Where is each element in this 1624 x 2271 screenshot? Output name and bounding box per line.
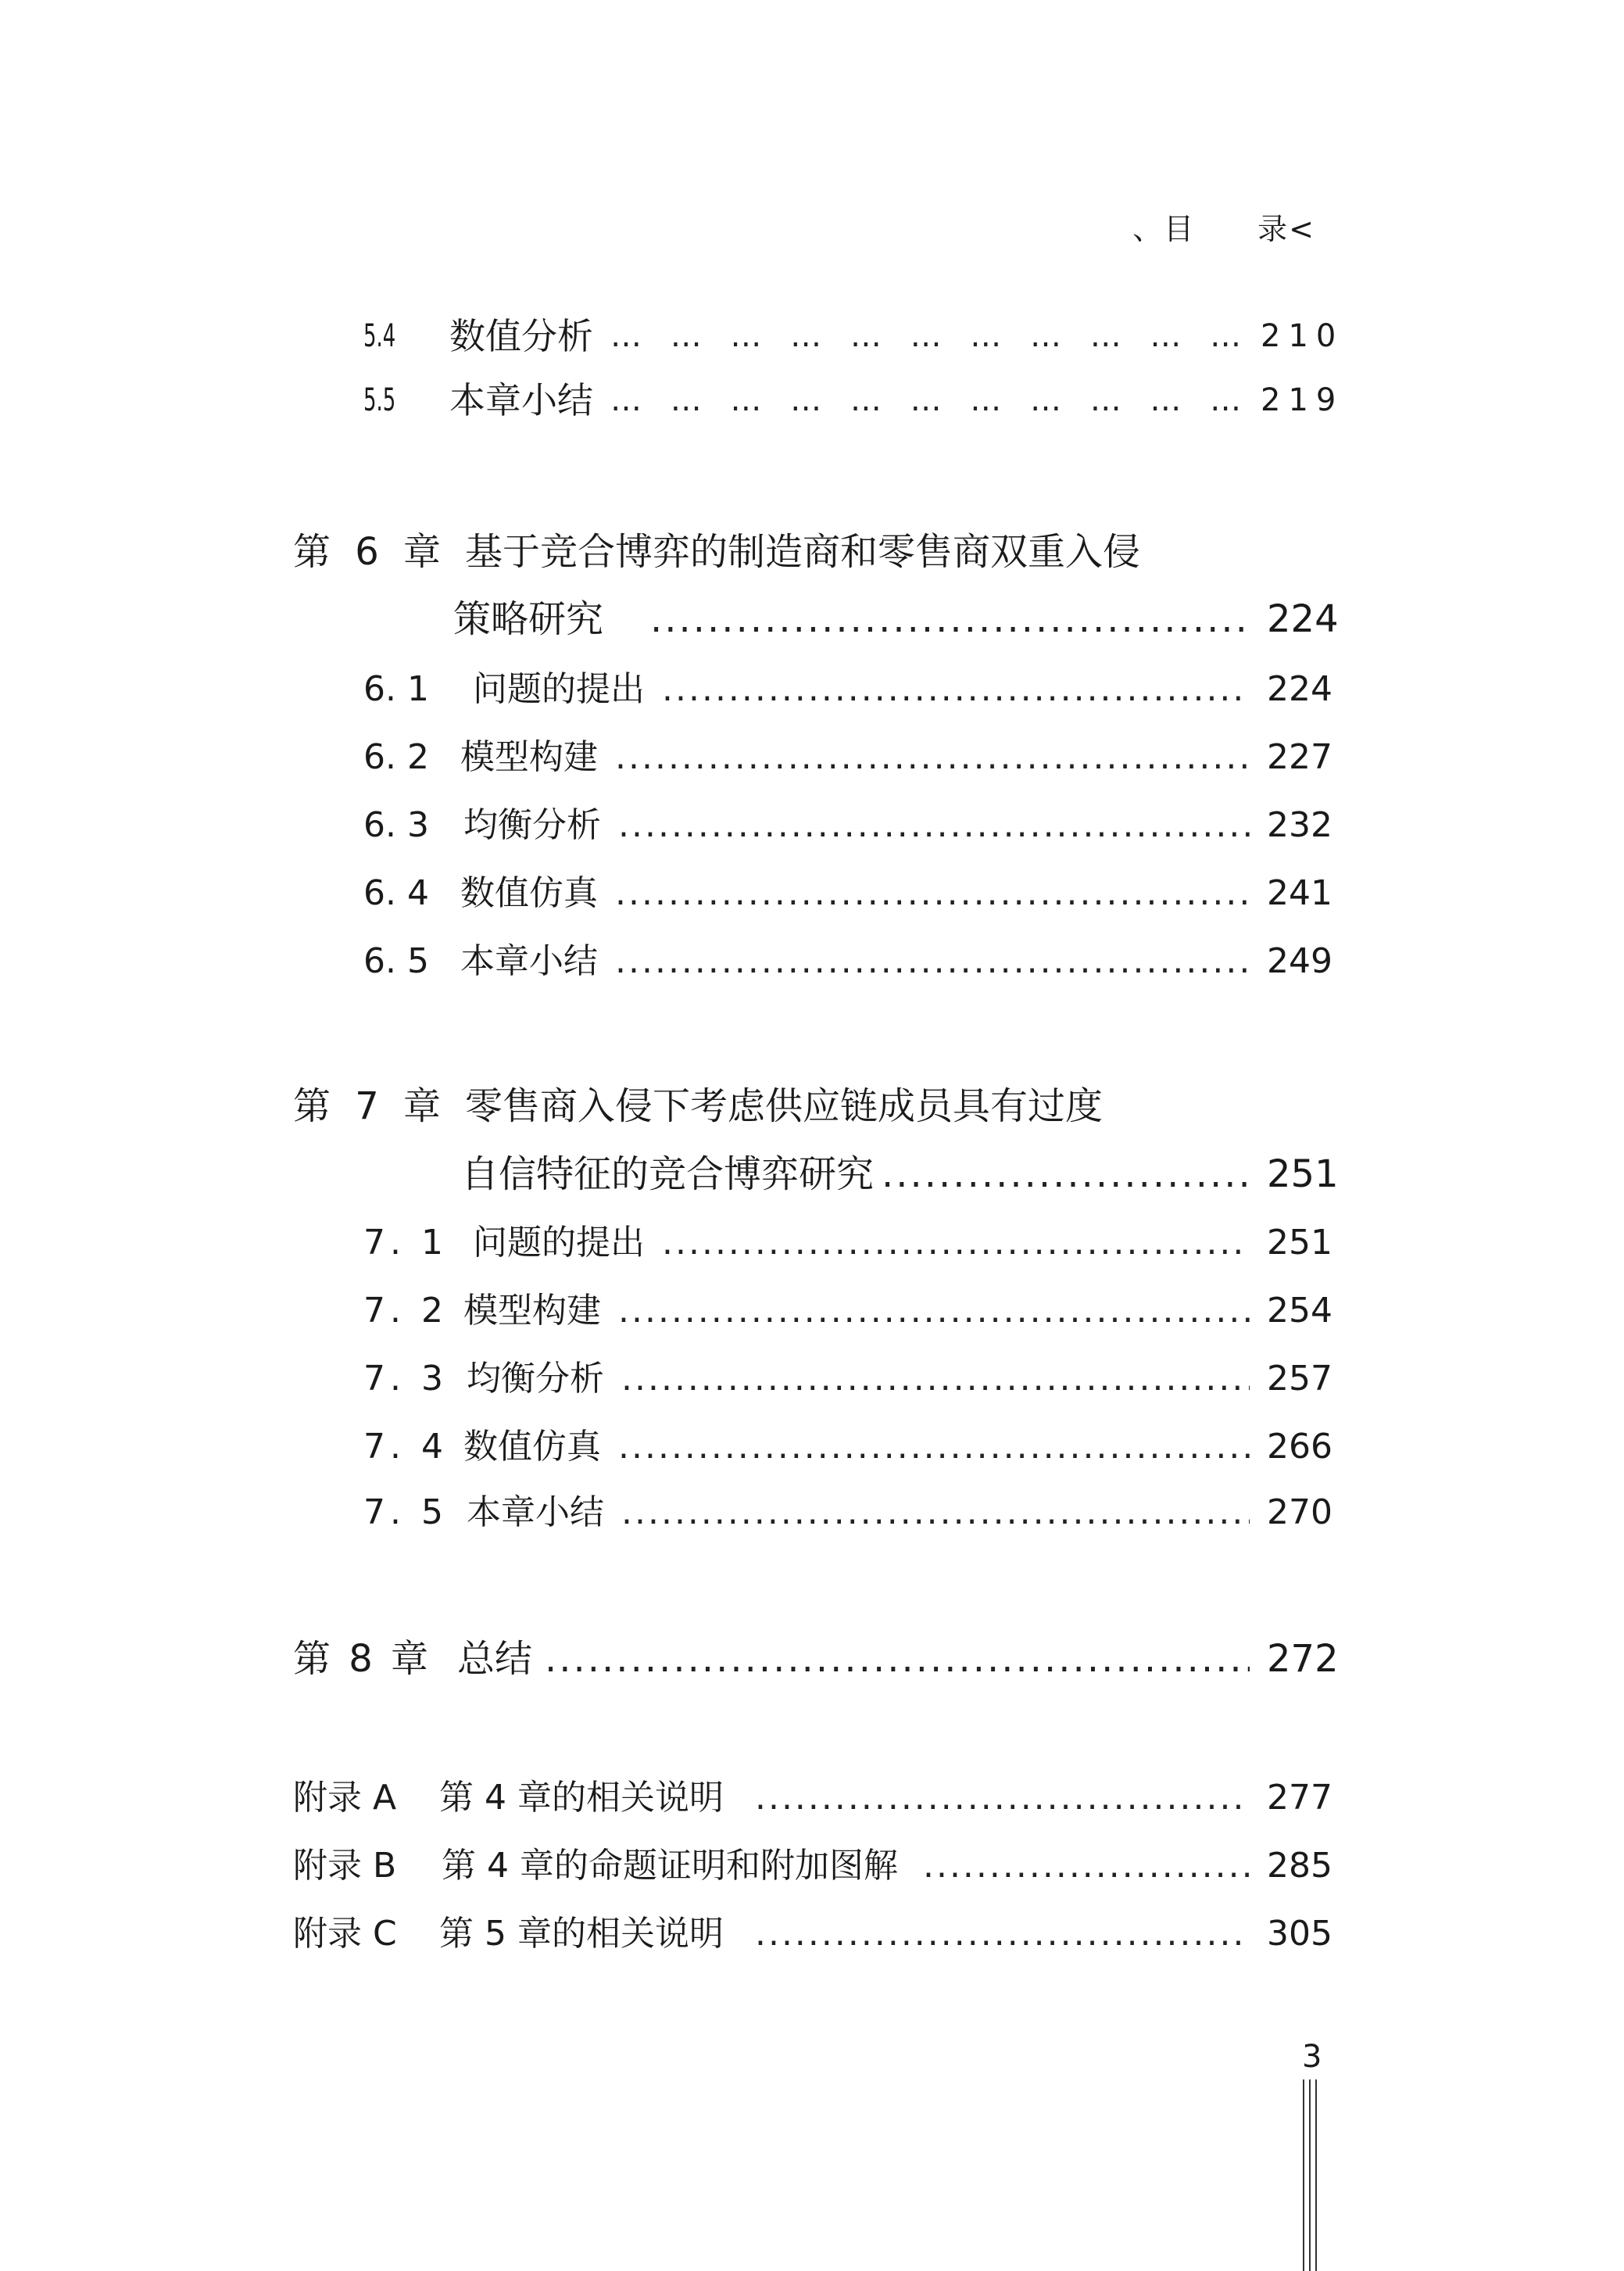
- toc-entry-chapter-7[interactable]: [461, 1151, 1339, 1198]
- page-number: 241: [1267, 873, 1332, 913]
- section-title: 本章小结: [467, 1492, 604, 1532]
- toc-entry-chapter-8[interactable]: [293, 1635, 1339, 1682]
- page-number: 224: [1267, 597, 1339, 641]
- toc-entry-7-5[interactable]: [363, 1489, 1332, 1536]
- dot-leader: [882, 1151, 1250, 1198]
- section-number: 7. 5: [363, 1492, 448, 1532]
- toc-entry-appendix-b[interactable]: [293, 1843, 1332, 1890]
- toc-entry-7-2[interactable]: [363, 1288, 1332, 1334]
- section-number: 6. 2: [363, 737, 429, 777]
- dot-leader: [610, 377, 1243, 424]
- dot-leader: [615, 938, 1250, 985]
- section-number: 6. 4: [363, 873, 429, 913]
- chapter-7-heading[interactable]: [293, 1080, 1103, 1132]
- page-number: 277: [1267, 1778, 1332, 1818]
- page-number: 251: [1267, 1223, 1332, 1263]
- section-number: 5.4: [363, 318, 396, 354]
- page-number: 219: [1261, 382, 1344, 418]
- toc-entry-6-3[interactable]: [363, 802, 1332, 849]
- section-number: 7. 2: [363, 1291, 448, 1331]
- section-number: 6. 5: [363, 941, 429, 981]
- section-title: 数值仿真: [460, 873, 598, 913]
- toc-entry-appendix-c[interactable]: [293, 1911, 1332, 1958]
- toc-entry-6-1[interactable]: [363, 666, 1332, 713]
- toc-entry-chapter-6[interactable]: [453, 596, 1339, 643]
- section-title: 问题的提出: [473, 669, 645, 709]
- dot-leader: [650, 596, 1250, 643]
- appendix-title: 第 4 章的命题证明和附加图解: [442, 1846, 898, 1886]
- dot-leader: [615, 734, 1250, 781]
- toc-entry-6-2[interactable]: [363, 734, 1332, 781]
- section-title: 模型构建: [463, 1291, 601, 1331]
- chapter-title: 总结: [457, 1637, 533, 1681]
- dot-leader: [662, 666, 1250, 713]
- appendix-title: 第 4 章的相关说明: [439, 1778, 724, 1818]
- section-title: 数值仿真: [463, 1427, 601, 1467]
- chapter-6-heading[interactable]: [293, 526, 1140, 578]
- section-title: 均衡分析: [463, 805, 601, 845]
- page-folio: 3: [1302, 2039, 1322, 2075]
- running-header: 、目 录<: [1132, 212, 1315, 246]
- page-number: 272: [1267, 1637, 1339, 1681]
- toc-entry-5-4[interactable]: [363, 313, 1344, 360]
- dot-leader: [755, 1911, 1250, 1958]
- page-number: 266: [1267, 1427, 1332, 1467]
- chapter-number: 第 6 章: [293, 530, 448, 574]
- section-title: 本章小结: [449, 379, 593, 421]
- page-number: 305: [1267, 1914, 1332, 1954]
- page-number: 224: [1267, 669, 1332, 709]
- page-edge-rules: [1301, 2079, 1320, 2271]
- toc-entry-5-5[interactable]: [363, 377, 1344, 424]
- appendix-title: 第 5 章的相关说明: [439, 1914, 724, 1954]
- chapter-title-line1: 基于竞合博弈的制造商和零售商双重入侵: [465, 530, 1141, 574]
- section-title: 模型构建: [460, 737, 598, 777]
- toc-entry-7-3[interactable]: [363, 1356, 1332, 1402]
- toc-entry-7-1[interactable]: [363, 1220, 1332, 1266]
- toc-entry-7-4[interactable]: [363, 1424, 1332, 1470]
- chapter-title-line2: 策略研究: [453, 597, 604, 641]
- dot-leader: [621, 1356, 1250, 1402]
- section-number: 7. 3: [363, 1359, 448, 1399]
- page-number: 251: [1267, 1152, 1339, 1196]
- chapter-title-line1: 零售商入侵下考虑供应链成员具有过度: [465, 1084, 1104, 1128]
- appendix-label: 附录 B: [293, 1846, 397, 1886]
- section-title: 数值分析: [449, 315, 593, 357]
- dot-leader: [618, 1424, 1250, 1470]
- section-number: 5.5: [363, 382, 396, 418]
- page-number: 210: [1261, 318, 1344, 354]
- appendix-label: 附录 C: [293, 1914, 397, 1954]
- dot-leader: [621, 1489, 1250, 1536]
- dot-leader: [618, 802, 1250, 849]
- page-number: 285: [1267, 1846, 1332, 1886]
- section-number: 7. 1: [363, 1223, 448, 1263]
- toc-entry-appendix-a[interactable]: [293, 1775, 1332, 1821]
- dot-leader: [610, 313, 1243, 360]
- section-title: 本章小结: [460, 941, 598, 981]
- section-title: 问题的提出: [473, 1223, 645, 1263]
- dot-leader: [618, 1288, 1250, 1334]
- chapter-number: 第 8 章: [293, 1637, 432, 1681]
- appendix-label: 附录 A: [293, 1778, 397, 1818]
- chapter-number: 第 7 章: [293, 1084, 448, 1128]
- page-number: 249: [1267, 941, 1332, 981]
- page-number: 232: [1267, 805, 1332, 845]
- page-number: 270: [1267, 1492, 1332, 1532]
- dot-leader: [923, 1843, 1250, 1890]
- page-number: 254: [1267, 1291, 1332, 1331]
- chapter-title-line2: 自信特征的竞合博弈研究: [461, 1152, 875, 1196]
- toc-entry-6-5[interactable]: [363, 938, 1332, 985]
- page-number: 257: [1267, 1359, 1332, 1399]
- section-title: 均衡分析: [467, 1359, 604, 1399]
- section-number: 6. 1: [363, 669, 429, 709]
- dot-leader: [545, 1635, 1250, 1682]
- section-number: 7. 4: [363, 1427, 448, 1467]
- section-number: 6. 3: [363, 805, 429, 845]
- dot-leader: [615, 870, 1250, 917]
- page-number: 227: [1267, 737, 1332, 777]
- dot-leader: [755, 1775, 1250, 1821]
- toc-entry-6-4[interactable]: [363, 870, 1332, 917]
- dot-leader: [662, 1220, 1250, 1266]
